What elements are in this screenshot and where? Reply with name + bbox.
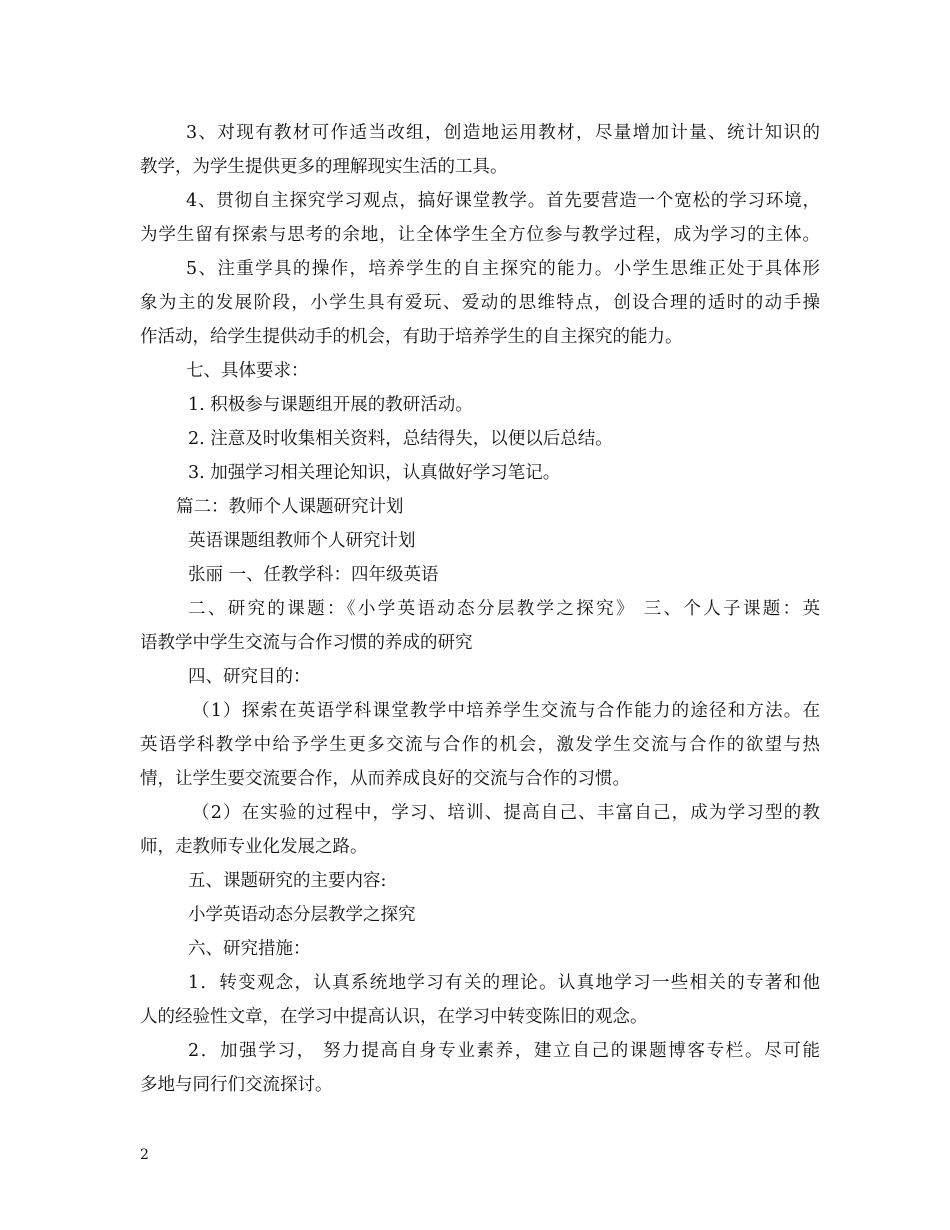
paragraph-line: 小学英语动态分层教学之探究: [188, 905, 416, 925]
paragraph-line: 2．加强学习， 努力提高自身专业素养，建立自己的课题博客专栏。尽可能: [188, 1041, 820, 1061]
paragraph-line: 师，走教师专业化发展之路。: [140, 837, 368, 857]
paragraph-line: 英语学科教学中给予学生更多交流与合作的机会，激发学生交流与合作的欲望与热: [140, 735, 820, 755]
section-heading: 五、课题研究的主要内容:: [188, 871, 387, 891]
paragraph-line: 1．转变观念，认真系统地学习有关的理论。认真地学习一些相关的专著和他: [188, 973, 820, 993]
list-item: 2. 注意及时收集相关资料，总结得失，以便以后总结。: [188, 429, 613, 449]
paragraph-line: 多地与同行们交流探讨。: [140, 1075, 333, 1095]
paragraph-line: 作活动，给学生提供动手的机会，有助于培养学生的自主探究的能力。: [140, 327, 683, 347]
paragraph-line: 语教学中学生交流与合作习惯的养成的研究: [140, 633, 473, 653]
document-body: [140, 116, 820, 1102]
paragraph-line: 人的经验性文章，在学习中提高认识，在学习中转变陈旧的观念。: [140, 1007, 648, 1027]
list-item: 3. 加强学习相关理论知识，认真做好学习笔记。: [188, 463, 561, 483]
section-heading: 四、研究目的：: [188, 667, 311, 687]
section-heading: 七、具体要求：: [186, 361, 309, 381]
paragraph-line: （2）在实验的过程中，学习、培训、提高自己、丰富自己，成为学习型的教: [192, 803, 820, 823]
paragraph-line: 5、注重学具的操作，培养学生的自主探究的能力。小学生思维正处于具体形: [186, 259, 820, 279]
paragraph-line: 4、贯彻自主探究学习观点，搞好课堂教学。首先要营造一个宽松的学习环境，: [186, 191, 820, 211]
document-title: 英语课题组教师个人研究计划: [188, 531, 416, 551]
chapter-heading: 篇二：教师个人课题研究计划: [176, 497, 404, 517]
list-item: 1. 积极参与课题组开展的教研活动。: [188, 395, 473, 415]
paragraph-line: 情，让学生要交流要合作，从而养成良好的交流与合作的习惯。: [140, 769, 630, 789]
paragraph-line: 二、研究的课题：《小学英语动态分层教学之探究》 三、个人子课题：英: [188, 599, 820, 619]
paragraph-line: 3、对现有教材可作适当改组，创造地运用教材，尽量增加计量、统计知识的: [186, 123, 820, 143]
paragraph-line: 为学生留有探索与思考的余地，让全体学生全方位参与教学过程，成为学习的主体。: [140, 225, 820, 245]
paragraph-line: 象为主的发展阶段，小学生具有爱玩、爱动的思维特点，创设合理的适时的动手操: [140, 293, 820, 313]
page-number: 2: [140, 1147, 149, 1163]
paragraph-line: 教学，为学生提供更多的理解现实生活的工具。: [140, 157, 508, 177]
paragraph-line: （1）探索在英语学科课堂教学中培养学生交流与合作能力的途径和方法。在: [192, 701, 820, 721]
section-heading: 六、研究措施：: [188, 939, 311, 959]
author-line: 张丽 一、任教学科：四年级英语: [188, 565, 439, 585]
